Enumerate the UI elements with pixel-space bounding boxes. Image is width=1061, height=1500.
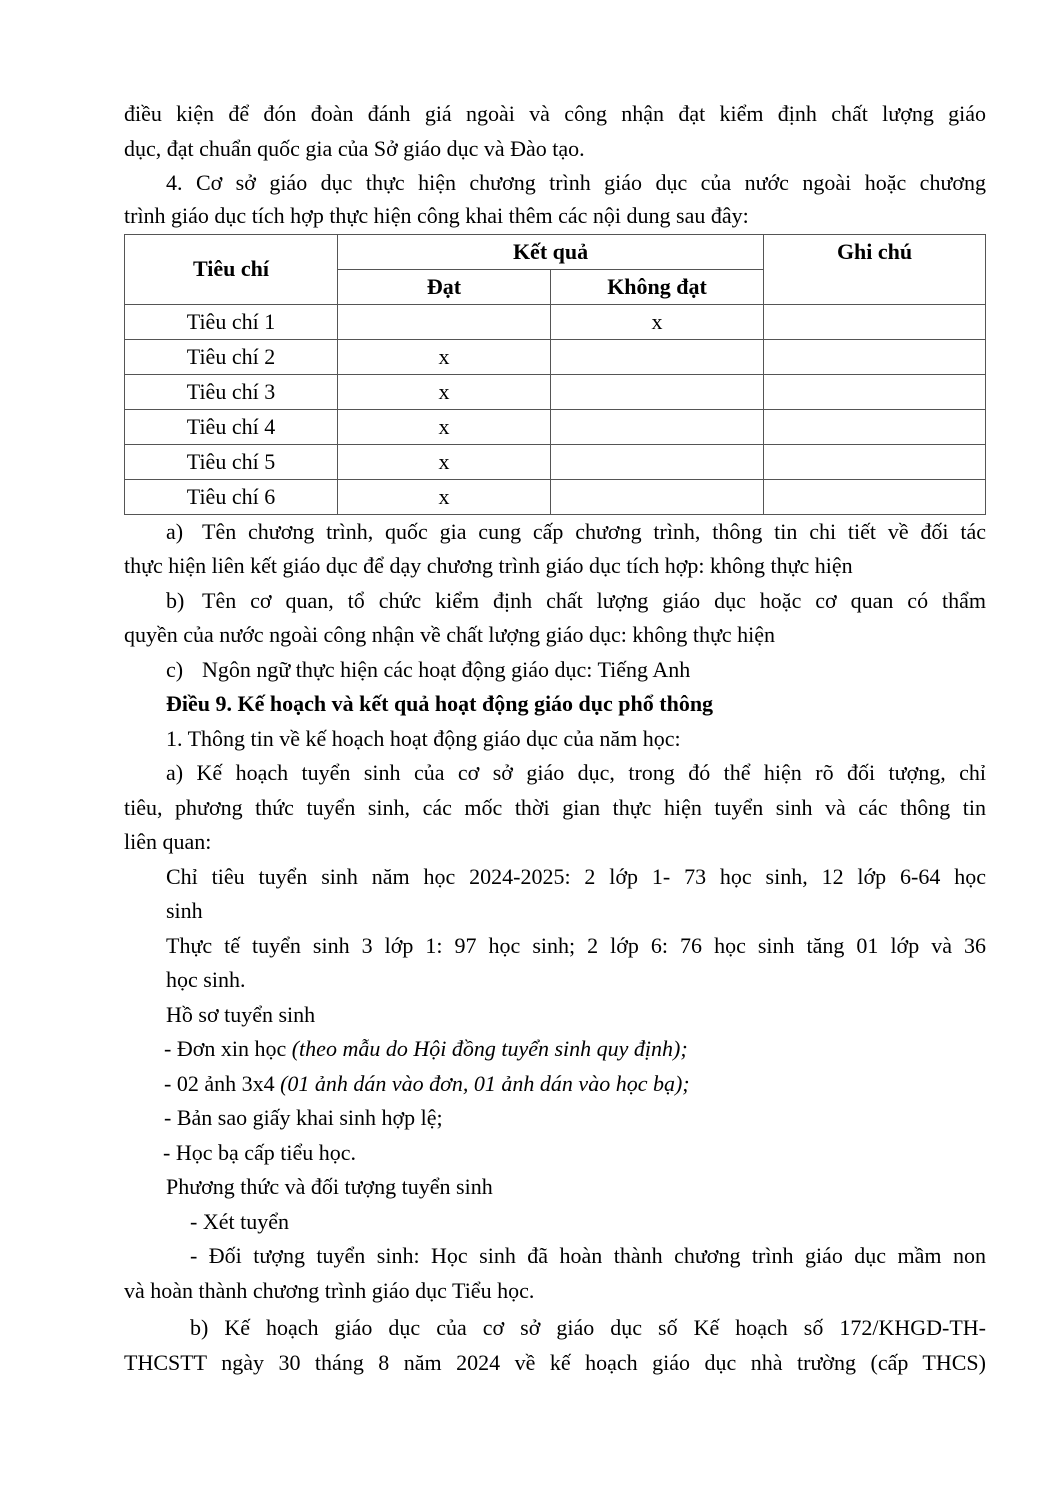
dossier-item-text: - 02 ảnh 3x4 bbox=[164, 1070, 281, 1096]
section4-line-2: trình giáo dục tích hợp thực hiện công khai thêm các nội dung sau đây: bbox=[124, 202, 749, 228]
header-fail: Không đạt bbox=[550, 269, 763, 304]
item-a-marker: a) bbox=[166, 518, 184, 544]
item-a-line-2: thực hiện liên kết giáo dục để dạy chương trình giáo dục tích hợp: không thực hiện bbox=[124, 553, 853, 578]
actual-line-1: Thực tế tuyển sinh 3 lớp 1: 97 học sinh; 2 lớp 6: 76 học sinh tăng 01 lớp và 36 bbox=[166, 932, 986, 958]
item-b-marker: b) bbox=[166, 587, 185, 613]
cell-criteria: Tiêu chí 2 bbox=[125, 339, 338, 374]
method-title: Phương thức và đối tượng tuyển sinh bbox=[166, 1174, 493, 1199]
dossier-item-text: - Đơn xin học bbox=[164, 1036, 292, 1061]
item-a-text: Tên chương trình, quốc gia cung cấp chương trình, thông tin chi tiết về đối tác bbox=[202, 518, 986, 544]
item-b-text: Tên cơ quan, tổ chức kiểm định chất lượng giáo dục hoặc cơ quan có thẩm bbox=[202, 587, 986, 613]
table-header-row bbox=[125, 234, 986, 269]
header-result: Kết quả bbox=[338, 234, 764, 269]
dossier-item-note: (01 ảnh dán vào đơn, 01 ảnh dán vào học bạ); bbox=[280, 1070, 690, 1096]
item-b-line-2: quyền của nước ngoài công nhận về chất lượng giáo dục: không thực hiện bbox=[124, 622, 776, 647]
cell-criteria: Tiêu chí 4 bbox=[125, 409, 338, 444]
cell-fail: x bbox=[550, 304, 763, 339]
intro-line-1: điều kiện để đón đoàn đánh giá ngoài và công nhận đạt kiểm định chất lượng giáo bbox=[124, 101, 986, 126]
dossier-item bbox=[124, 1032, 986, 1067]
cell-fail bbox=[550, 479, 763, 514]
table-row bbox=[125, 479, 986, 514]
cell-criteria: Tiêu chí 5 bbox=[125, 444, 338, 479]
actual-line-2: học sinh. bbox=[166, 967, 246, 992]
dossier-item-note: (theo mẫu do Hội đồng tuyển sinh quy định); bbox=[291, 1036, 688, 1061]
item-a-line-1 bbox=[124, 515, 986, 550]
table-row bbox=[125, 304, 986, 339]
method-item: - Xét tuyển bbox=[190, 1208, 289, 1234]
dossier-item-text: - Học bạ cấp tiểu học. bbox=[163, 1139, 357, 1165]
cell-pass: x bbox=[338, 374, 551, 409]
item-c-text: Ngôn ngữ thực hiện các hoạt động giáo dục: Tiếng Anh bbox=[202, 656, 691, 682]
article9-point1: 1. Thông tin về kế hoạch hoạt động giáo dục của năm học: bbox=[166, 725, 681, 751]
article9-heading: Điều 9. Kế hoạch và kết quả hoạt động giáo dục phổ thông bbox=[166, 691, 714, 716]
point-a-line-2: tiêu, phương thức tuyển sinh, các mốc thời gian thực hiện tuyển sinh và các thông tin bbox=[124, 794, 986, 820]
section4-line-1: 4. Cơ sở giáo dục thực hiện chương trình giáo dục của nước ngoài hoặc chương bbox=[166, 170, 986, 195]
quota-line-1: Chỉ tiêu tuyển sinh năm học 2024-2025: 2 lớp 1- 73 học sinh, 12 lớp 6-64 học bbox=[166, 863, 986, 889]
cell-note bbox=[764, 304, 986, 339]
cell-fail bbox=[550, 374, 763, 409]
target-line-1: - Đối tượng tuyển sinh: Học sinh đã hoàn thành chương trình giáo dục mầm non bbox=[190, 1243, 986, 1268]
dossier-title: Hồ sơ tuyển sinh bbox=[166, 1001, 316, 1027]
table-row bbox=[125, 374, 986, 409]
cell-note bbox=[764, 339, 986, 374]
table-row bbox=[125, 339, 986, 374]
target-line-2: và hoàn thành chương trình giáo dục Tiểu học. bbox=[124, 1277, 535, 1303]
document-page bbox=[124, 97, 986, 1380]
dossier-item-text: - Bản sao giấy khai sinh hợp lệ; bbox=[164, 1105, 443, 1130]
cell-note bbox=[764, 374, 986, 409]
quota-line-2: sinh bbox=[166, 898, 203, 923]
intro-line-2: dục, đạt chuẩn quốc gia của Sở giáo dục và Đào tạo. bbox=[124, 135, 585, 161]
table-row bbox=[125, 444, 986, 479]
cell-fail bbox=[550, 409, 763, 444]
cell-pass: x bbox=[338, 479, 551, 514]
point-a-line-3: liên quan: bbox=[124, 829, 212, 854]
dossier-item bbox=[124, 1067, 986, 1102]
point-b-line-1: b) Kế hoạch giáo dục của cơ sở giáo dục số Kế hoạch số 172/KHGD-TH- bbox=[190, 1315, 986, 1340]
point-a-line-1: a) Kế hoạch tuyển sinh của cơ sở giáo dục, trong đó thể hiện rõ đối tượng, chỉ bbox=[166, 760, 986, 785]
cell-note bbox=[764, 444, 986, 479]
item-c-line-1 bbox=[124, 653, 986, 688]
dossier-item bbox=[124, 1101, 986, 1136]
cell-pass: x bbox=[338, 444, 551, 479]
dossier-item bbox=[124, 1136, 986, 1171]
cell-criteria: Tiêu chí 1 bbox=[125, 304, 338, 339]
cell-note bbox=[764, 409, 986, 444]
cell-criteria: Tiêu chí 6 bbox=[125, 479, 338, 514]
cell-fail bbox=[550, 444, 763, 479]
header-pass: Đạt bbox=[338, 269, 551, 304]
header-note: Ghi chú bbox=[764, 234, 986, 304]
cell-pass: x bbox=[338, 409, 551, 444]
table-row bbox=[125, 409, 986, 444]
criteria-table bbox=[124, 234, 986, 515]
header-criteria: Tiêu chí bbox=[125, 234, 338, 304]
item-c-marker: c) bbox=[166, 656, 184, 682]
cell-fail bbox=[550, 339, 763, 374]
cell-criteria: Tiêu chí 3 bbox=[125, 374, 338, 409]
item-b-line-1 bbox=[124, 584, 986, 619]
cell-note bbox=[764, 479, 986, 514]
cell-pass bbox=[338, 304, 551, 339]
point-b-line-2: THCSTT ngày 30 tháng 8 năm 2024 về kế hoạch giáo dục nhà trường (cấp THCS) bbox=[124, 1349, 986, 1375]
cell-pass: x bbox=[338, 339, 551, 374]
